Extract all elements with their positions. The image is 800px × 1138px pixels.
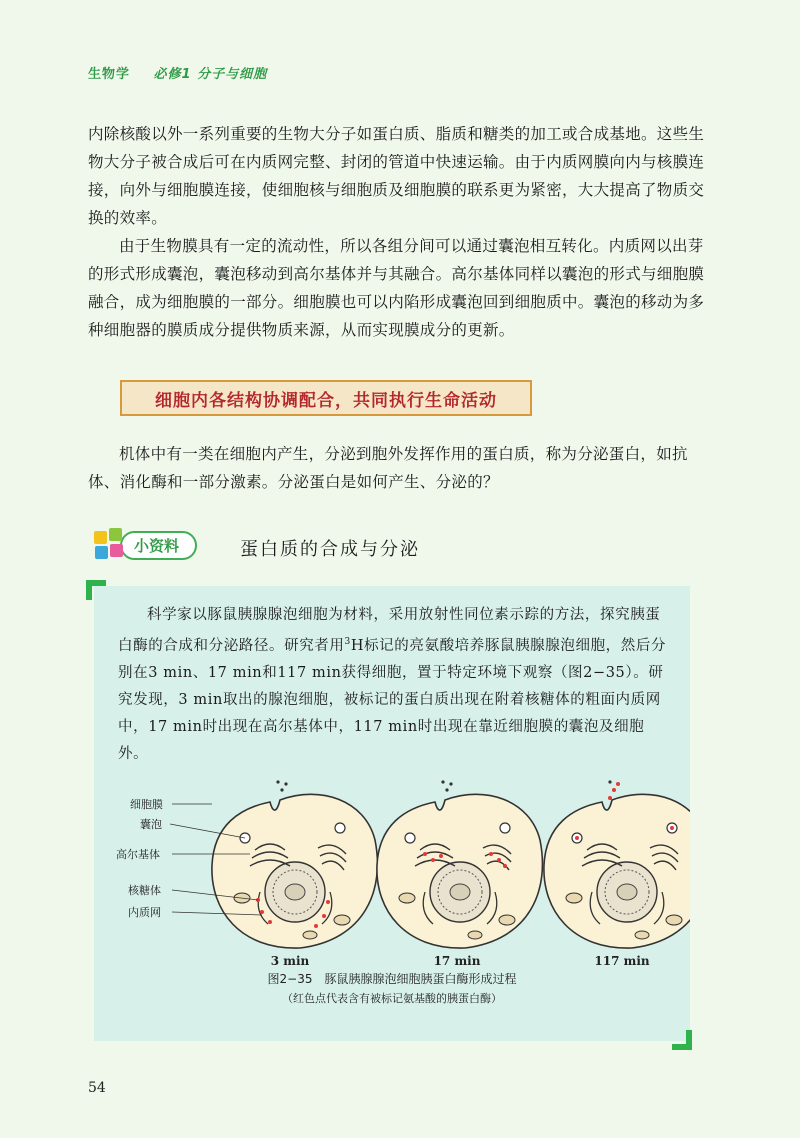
info-tag-label: 小资料 (120, 531, 197, 560)
cell-17min (377, 780, 543, 948)
paragraph-2: 由于生物膜具有一定的流动性，所以各组分间可以通过囊泡相互转化。内质网以出芽的形式形成囊泡，囊泡移动到高尔基体并与其融合。高尔基体同样以囊泡的形式与细胞膜融合，成为细胞膜的一部分。细胞膜也可以内陷形成囊泡回到细胞质中。囊泡的移动为多种细胞器的膜质成分提供物质来源，从而实现膜成分的更新。 (88, 237, 705, 339)
info-tag (92, 528, 197, 562)
time-label-17min: 17 min (433, 954, 481, 968)
cell-3min (212, 780, 378, 948)
info-text-after: H标记的亮氨酸培养豚鼠胰腺腺泡细胞，然后分别在3 min、17 min和117 min获得细胞，置于特定环境下观察（图2−35）。研究发现，3 min取出的腺泡细胞，被标记的蛋白质出现在附着核糖体的粗面内质网中，17 min时出现在高尔基体中，117 min时出现在靠近细胞膜的囊泡及细胞外。 (118, 637, 667, 762)
label-vesicle: 囊泡 (140, 818, 162, 831)
section-heading: 细胞内各结构协调配合，共同执行生命活动 (120, 380, 532, 416)
paragraph-3: 机体中有一类在细胞内产生，分泌到胞外发挥作用的蛋白质，称为分泌蛋白，如抗体、消化酶和一部分激素。分泌蛋白是如何产生、分泌的？ (88, 445, 688, 491)
label-er: 内质网 (128, 906, 161, 919)
cell-117min (544, 780, 690, 948)
corner-mark-bottom-right (672, 1030, 692, 1050)
puzzle-icon (92, 528, 126, 562)
label-cell-membrane: 细胞膜 (130, 798, 163, 811)
time-label-3min: 3 min (270, 954, 310, 968)
paragraph-1: 内除核酸以外一系列重要的生物大分子如蛋白质、脂质和糖类的加工或合成基地。这些生物大分子被合成后可在内质网完整、封闭的管道中快速运输。由于内质网膜向内与核膜连接，向外与细胞膜连接，使细胞核与细胞质及细胞膜的联系更为紧密，大大提高了物质交换的效率。 (88, 125, 705, 227)
cell-diagram-figure (100, 780, 690, 970)
running-header (88, 63, 267, 82)
info-text-before: 科学家以豚鼠胰腺腺泡细胞为材料，采用放射性同位素示踪的方法，探究胰蛋白酶的合成和分泌路径。研究者用 (118, 607, 661, 654)
figure-note: （红色点代表含有被标记氨基酸的胰蛋白酶） (282, 992, 502, 1005)
book-title: 生物学 (88, 67, 131, 82)
info-text (118, 602, 674, 768)
chapter-title: 必修1 分子与细胞 (153, 67, 268, 82)
page-number: 54 (88, 1080, 106, 1096)
label-golgi: 高尔基体 (116, 848, 160, 861)
info-title: 蛋白质的合成与分泌 (240, 539, 420, 560)
isotope-superscript: 3 (344, 637, 351, 647)
figure-caption: 图2−35 豚鼠胰腺腺泡细胞胰蛋白酶形成过程 (267, 972, 517, 986)
time-label-117min: 117 min (594, 954, 650, 968)
corner-mark-top-left (86, 580, 106, 600)
label-ribosome: 核糖体 (128, 884, 161, 897)
